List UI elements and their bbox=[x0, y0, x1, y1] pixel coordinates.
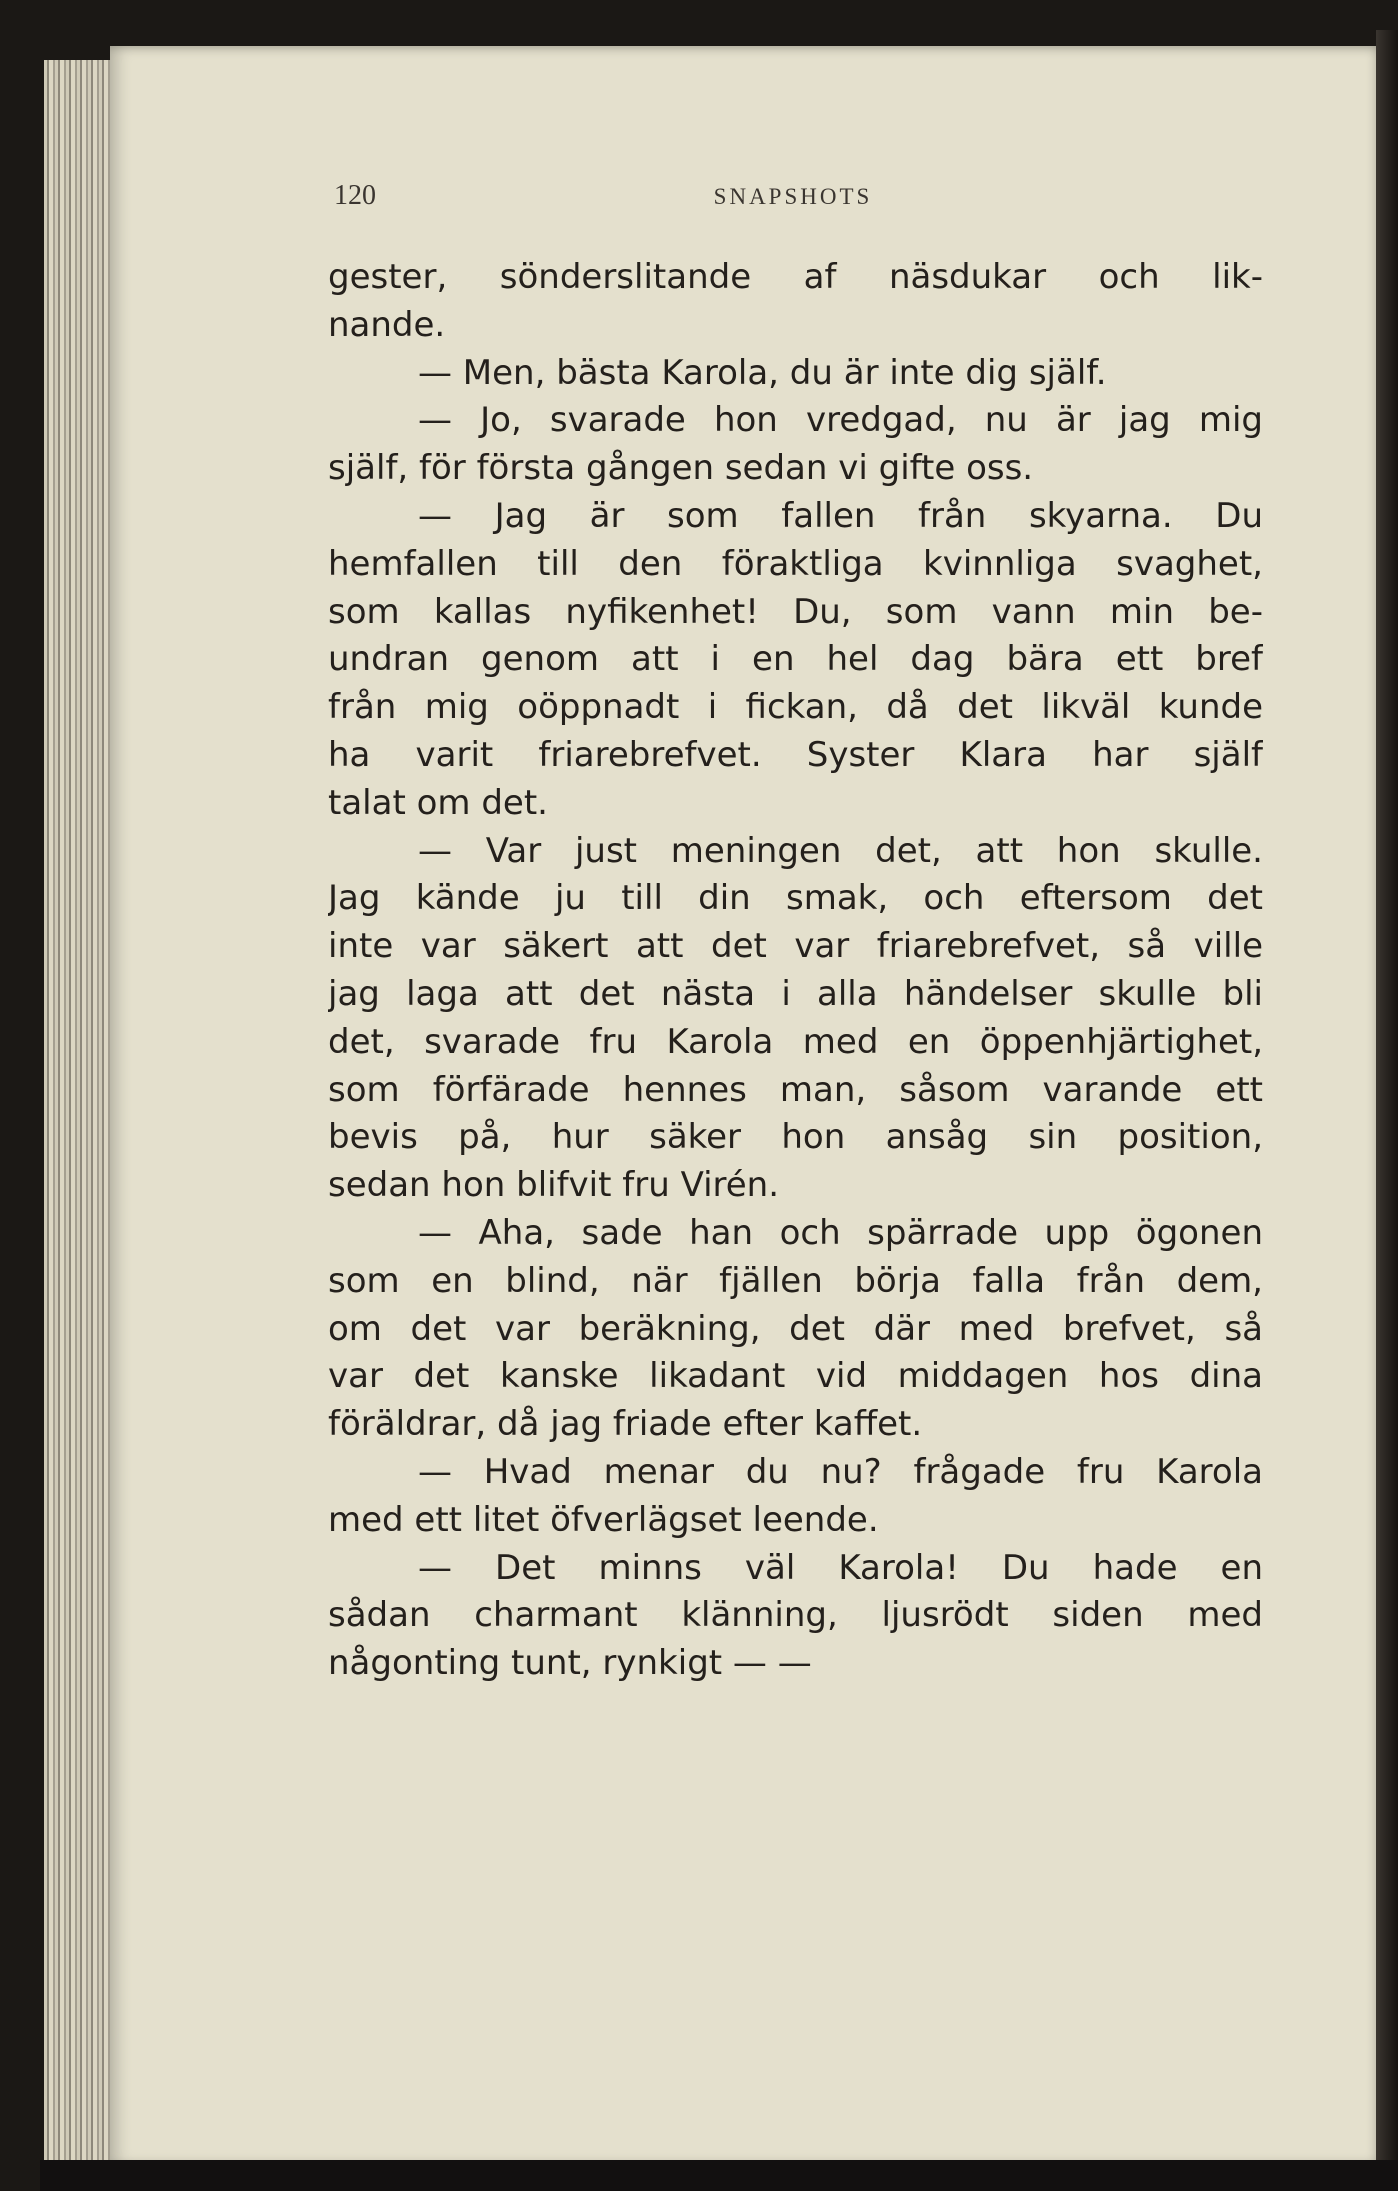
text-line: talat om det. bbox=[328, 782, 548, 823]
text-line: — Jag är som fallen från skyarna. Du bbox=[418, 495, 1263, 536]
text-line: någonting tunt, rynkigt — — bbox=[328, 1643, 812, 1684]
text-line: — Det minns väl Karola! Du hade en bbox=[418, 1547, 1263, 1588]
text-line: som en blind, när fjällen börja falla från dem, bbox=[328, 1260, 1263, 1301]
text-line: sådan charmant klänning, ljusrödt siden med bbox=[328, 1595, 1263, 1636]
text-line: — Aha, sade han och spärrade upp ögonen bbox=[418, 1212, 1263, 1253]
text-line: som kallas nyfikenhet! Du, som vann min be- bbox=[328, 591, 1263, 632]
text-line: ha varit friarebrefvet. Syster Klara har själf bbox=[328, 734, 1263, 775]
text-line: från mig oöppnadt i fickan, då det likväl kunde bbox=[328, 687, 1263, 728]
body-text bbox=[328, 254, 1263, 1688]
book-spine-edge bbox=[44, 60, 114, 2170]
text-line: föräldrar, då jag friade efter kaffet. bbox=[328, 1404, 923, 1445]
text-line: om det var beräkning, det där med brefvet, så bbox=[328, 1308, 1263, 1349]
text-line: gester, sönderslitande af näsdukar och lik- bbox=[328, 257, 1263, 297]
page-number: 120 bbox=[334, 180, 376, 211]
page-bottom-shadow bbox=[40, 2160, 1398, 2191]
text-line: — Jo, svarade hon vredgad, nu är jag mig bbox=[418, 400, 1263, 441]
text-line: med ett litet öfverlägset leende. bbox=[328, 1499, 879, 1540]
text-line: inte var säkert att det var friarebrefvet, så ville bbox=[328, 926, 1263, 967]
text-line: det, svarade fru Karola med en öppenhjärtighet, bbox=[328, 1021, 1263, 1062]
text-line: själf, för första gången sedan vi gifte oss. bbox=[328, 448, 1034, 489]
text-line: bevis på, hur säker hon ansåg sin position, bbox=[328, 1117, 1263, 1158]
text-line: som förfärade hennes man, såsom varande ett bbox=[328, 1069, 1263, 1110]
text-line: — Men, bästa Karola, du är inte dig själf. bbox=[418, 352, 1107, 393]
page-header bbox=[328, 180, 1258, 220]
text-line: jag laga att det nästa i alla händelser skulle bli bbox=[328, 973, 1263, 1014]
text-line: — Hvad menar du nu? frågade fru Karola bbox=[418, 1451, 1263, 1492]
text-line: hemfallen till den föraktliga kvinnliga svaghet, bbox=[328, 543, 1263, 584]
page-shadow-edge bbox=[1376, 30, 1398, 2190]
text-line: undran genom att i en hel dag bära ett bref bbox=[328, 639, 1263, 680]
running-title: SNAPSHOTS bbox=[713, 184, 873, 209]
text-line: var det kanske likadant vid middagen hos dina bbox=[328, 1356, 1263, 1397]
text-line: Jag kände ju till din smak, och eftersom det bbox=[328, 878, 1263, 919]
text-line: — Var just meningen det, att hon skulle. bbox=[418, 830, 1263, 871]
text-line: nande. bbox=[328, 304, 446, 345]
text-line: sedan hon blifvit fru Virén. bbox=[328, 1165, 780, 1206]
